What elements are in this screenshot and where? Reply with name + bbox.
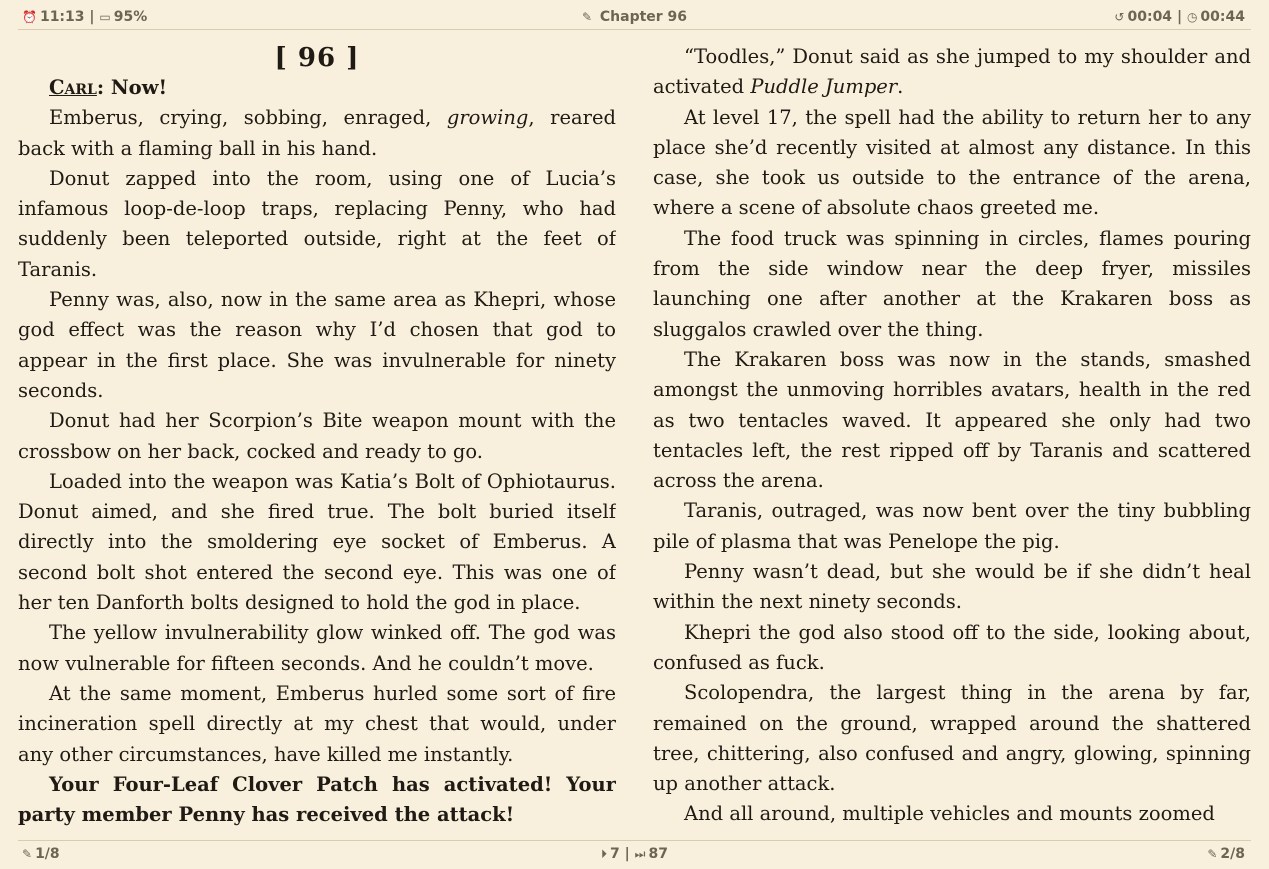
separator: | (1176, 9, 1187, 25)
history-icon: ↺ (1114, 10, 1125, 24)
chapter-heading: [ 96 ] (274, 43, 360, 73)
emphasis: Puddle Jumper (750, 75, 898, 99)
time-left-book: 00:44 (1200, 9, 1245, 25)
paragraph (18, 73, 616, 103)
paragraph: Taranis, outraged, was now bent over the tiny bubbling pile of plasma that was Penelope the pig. (653, 499, 1251, 553)
paragraph: Scolopendra, the largest thing in the arena by far, remained on the ground, wrapped around the shattered tree, chittering, also confused and angry, glowing, spinning up another attack. (653, 681, 1251, 796)
paragraph: Donut had her Scorpion’s Bite weapon mount with the crossbow on her back, cocked and ready to go. (18, 409, 616, 463)
page-right[interactable] (653, 42, 1251, 834)
status-bar (0, 4, 1269, 32)
bookmark-pen-icon: ✎ (1207, 847, 1218, 861)
chapter-title: Chapter 96 (599, 9, 688, 25)
paragraph: The food truck was spinning in circles, flames pouring from the side window near the deep fryer, missiles launching one after another at the Krakaren boss as sluggalos crawled over the thing. (653, 226, 1251, 341)
chapter-icon: ✎ (581, 10, 592, 24)
right-page-number: 2/8 (1220, 846, 1245, 862)
header-divider (18, 29, 1251, 30)
battery-level: 95% (113, 9, 148, 25)
speaker-name[interactable]: Carl (49, 76, 97, 99)
footer-center (0, 846, 1269, 862)
separator: | (624, 846, 635, 862)
paragraph: Penny was, also, now in the same area as Khepri, whose god effect was the reason why I’d chosen that god to appear in the first place. She was invulnerable for ninety seconds. (18, 288, 616, 402)
system-message: Your Four-Leaf Clover Patch has activated! Your party member Penny has received the attack! (18, 772, 616, 827)
pages-left-chapter: 7 (610, 846, 620, 862)
skip-to-chapter-end-icon: ⏵ (601, 847, 608, 861)
paragraph (18, 830, 616, 834)
pages-left-book: 87 (648, 846, 668, 862)
paragraph: The yellow invulnerability glow winked off. The god was now vulnerable for fifteen seconds. And he couldn’t move. (18, 621, 616, 675)
speaker-line: : Now! (96, 76, 168, 99)
bookmark-pen-icon: ✎ (22, 847, 33, 861)
paragraph: Emberus, crying, sobbing, enraged, growing, reared back with a flaming ball in his hand. (18, 106, 616, 160)
alarm-clock-icon: ⏰ (22, 10, 37, 24)
separator: | (89, 9, 100, 25)
paragraph: Donut zapped into the room, using one of Lucia’s infamous loop-de-loop traps, replacing Penny, who had suddenly been teleported outside, right at the feet of Taranis. (18, 166, 616, 281)
page-left[interactable] (18, 42, 616, 834)
paragraph: At level 17, the spell had the ability to return her to any place she’d recently visited at almost any distance. In this case, she took us outside to the entrance of the arena, where a scene of absolute chaos greeted me. (653, 105, 1251, 220)
footer-divider (18, 840, 1251, 841)
clock-time: 11:13 (39, 9, 85, 25)
paragraph: Khepri the god also stood off to the side, looking about, confused as fuck. (653, 620, 1251, 674)
battery-icon: ▭ (99, 10, 111, 24)
status-center (0, 9, 1269, 25)
status-right (1114, 9, 1245, 25)
paragraph: Penny wasn’t dead, but she would be if she didn’t heal within the next ninety seconds. (653, 560, 1251, 614)
paragraph: At the same moment, Emberus hurled some sort of fire incineration spell directly at my chest that would, under any other circumstances, have killed me instantly. (18, 681, 616, 766)
left-page-number: 1/8 (35, 846, 60, 862)
paragraph: The Krakaren boss was now in the stands, smashed amongst the unmoving horribles avatars, health in the red as two tentacles waved. It appeared she only had two tentacles left, the rest ripped off by Taranis and scattered across the arena. (653, 347, 1251, 493)
paragraph: And all around, multiple vehicles and mounts zoomed (684, 802, 1215, 826)
paragraph: “Toodles,” Donut said as she jumped to my shoulder and activated Puddle Jumper. (653, 45, 1251, 99)
paragraph: Loaded into the weapon was Katia’s Bolt of Ophiotaurus. Donut aimed, and she fired true. The bolt buried itself directly into the smoldering eye socket of Emberus. A second bolt shot entered the second eye. This was one of her ten Danforth bolts designed to hold the god in place. (18, 469, 616, 615)
footer-bar (0, 840, 1269, 868)
footer-right (1207, 846, 1245, 862)
skip-to-book-end-icon: ⏭ (634, 847, 646, 861)
time-left-chapter: 00:04 (1127, 9, 1173, 25)
clock-icon: ◷ (1186, 10, 1198, 24)
emphasis: growing (446, 106, 529, 130)
